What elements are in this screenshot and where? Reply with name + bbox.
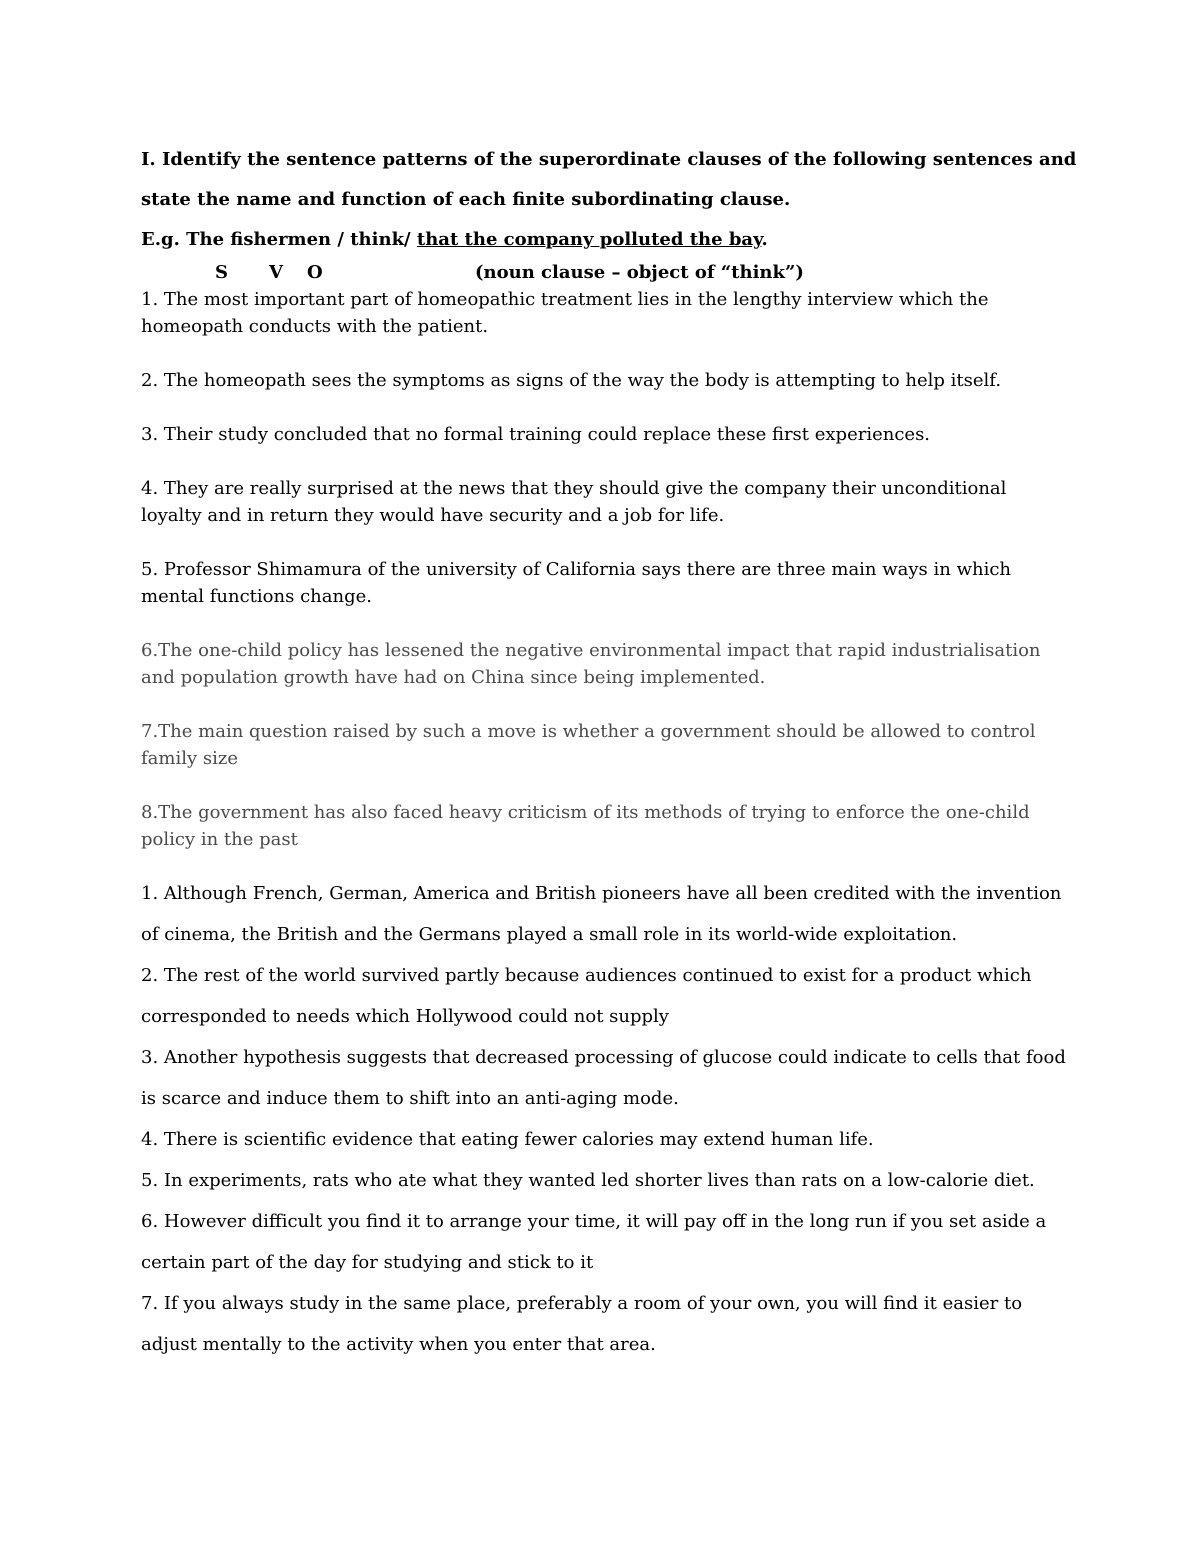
object-marker: O <box>307 262 323 283</box>
part1-item-3: 3. Their study concluded that no formal training could replace these first experiences. <box>141 424 931 445</box>
instruction-line-1: I. Identify the sentence patterns of the superordinate clauses of the following sentences and <box>141 149 1077 170</box>
subject-marker: S <box>215 262 228 283</box>
example-analysis <box>141 260 1066 286</box>
part2-item-5: 5. In experiments, rats who ate what they wanted led shorter lives than rats on a low-calorie diet. <box>141 1170 1035 1191</box>
verb-marker: V <box>269 262 283 283</box>
document-body <box>141 140 1077 1365</box>
part2-item-7: 7. If you always study in the same place, preferably a room of your own, you will find it easier to adjust mentally to the activity when you enter that area. <box>141 1293 1023 1355</box>
example-prefix: E.g. The fishermen / think/ <box>141 229 417 250</box>
part1-item-8: 8.The government has also faced heavy criticism of its methods of trying to enforce the one-child policy in the past <box>141 802 1030 850</box>
part1-item-5: 5. Professor Shimamura of the university of California says there are three main ways in which mental functions change. <box>141 559 1012 607</box>
part1-item-6: 6.The one-child policy has lessened the negative environmental impact that rapid industrialisation and population growth have had on China since being implemented. <box>141 640 1041 688</box>
example-underlined-clause: that the company polluted the bay <box>416 229 762 250</box>
instruction-line-2: state the name and function of each finite subordinating clause. <box>141 189 791 210</box>
example-suffix: . <box>761 229 768 250</box>
part2-item-4: 4. There is scientific evidence that eating fewer calories may extend human life. <box>141 1129 874 1150</box>
part2-item-2: 2. The rest of the world survived partly because audiences continued to exist for a product which corresponded to needs which Hollywood could not supply <box>141 965 1032 1027</box>
example-sentence <box>141 220 1066 260</box>
part2-item-6: 6. However difficult you find it to arrange your time, it will pay off in the long run if you set aside a certain part of the day for studying and stick to it <box>141 1211 1047 1273</box>
part1-item-2: 2. The homeopath sees the symptoms as signs of the way the body is attempting to help itself. <box>141 370 1002 391</box>
part2-item-3: 3. Another hypothesis suggests that decreased processing of glucose could indicate to cells that food is scarce and induce them to shift into an anti-aging mode. <box>141 1047 1066 1109</box>
part2-item-1: 1. Although French, German, America and British pioneers have all been credited with the invention of cinema, the British and the Germans played a small role in its world-wide exploitation. <box>141 883 1062 945</box>
part1-item-7: 7.The main question raised by such a move is whether a government should be allowed to control family size <box>141 721 1036 769</box>
section-spacer <box>141 853 1066 873</box>
part1-item-1: 1. The most important part of homeopathic treatment lies in the lengthy interview which the homeopath conducts with the patient. <box>141 289 989 337</box>
part1-item-4: 4. They are really surprised at the news that they should give the company their unconditional loyalty and in return they would have security and a job for life. <box>141 478 1007 526</box>
example-clause-note: (noun clause – object of “think”) <box>475 262 804 283</box>
